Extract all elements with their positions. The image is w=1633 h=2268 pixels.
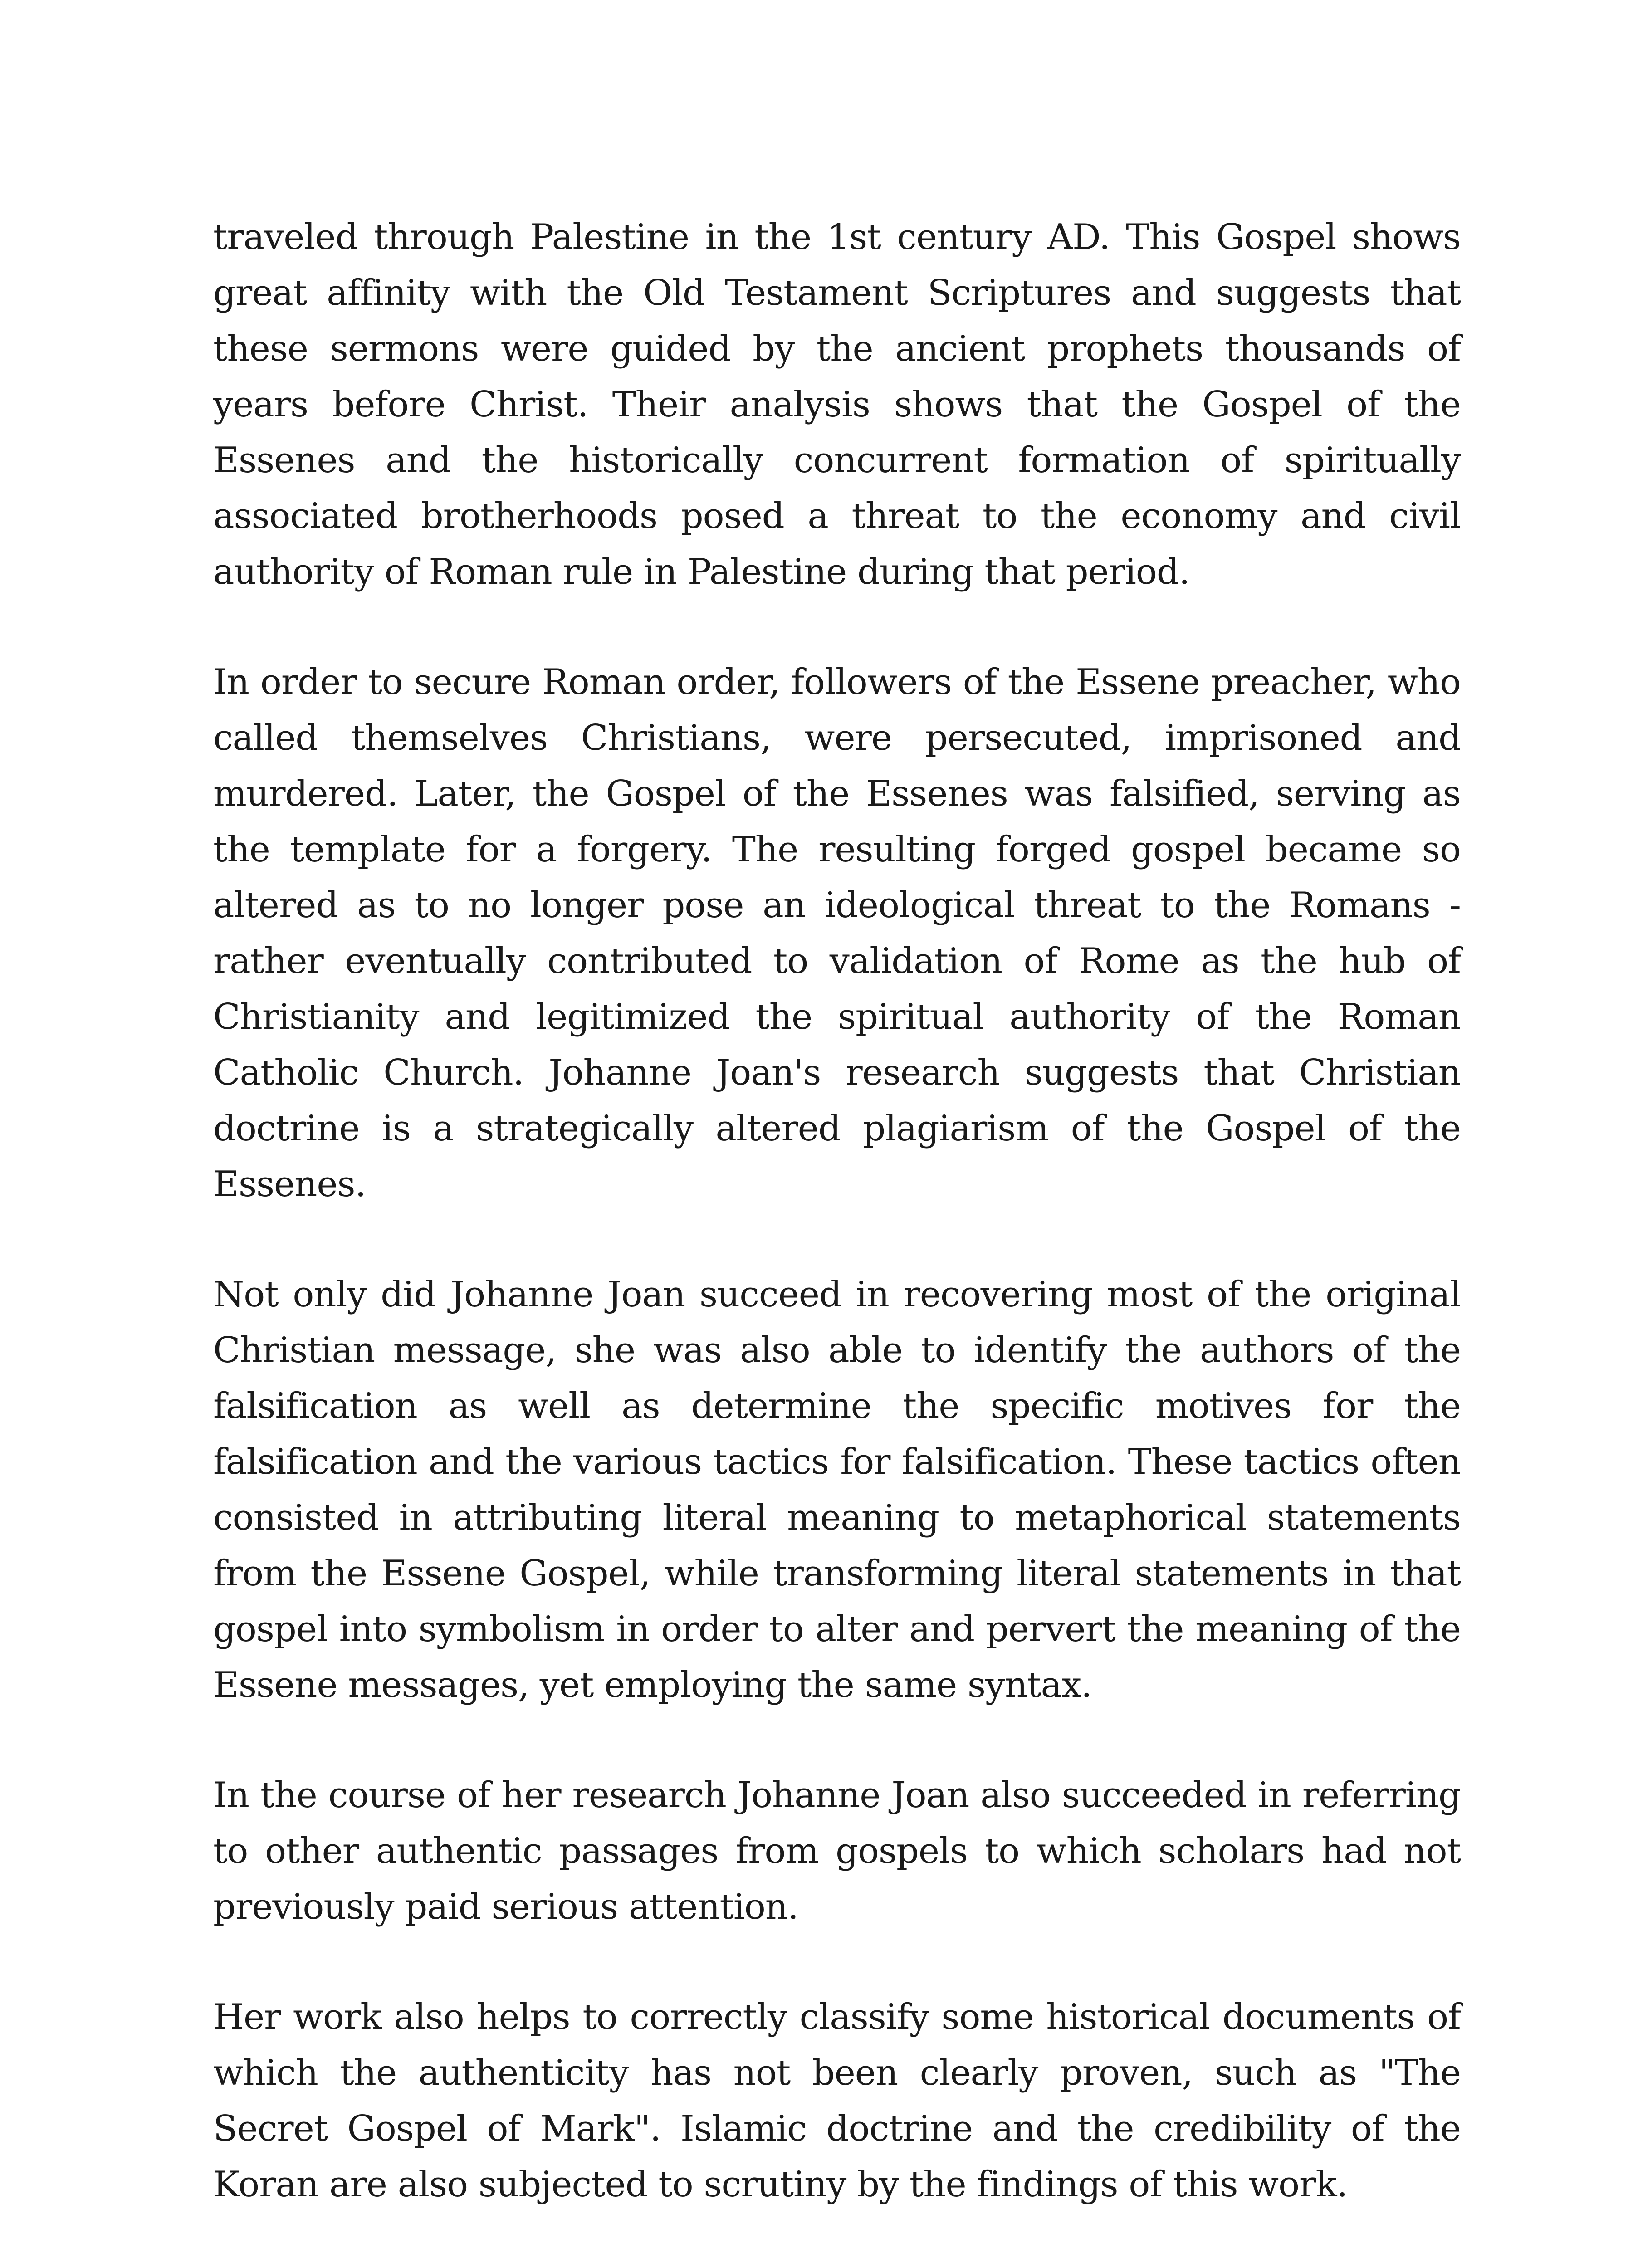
paragraph-3: Not only did Johanne Joan succeed in recovering most of the original Christian message, she was also able to identify the authors of the falsification as well as determine the specific motives for the falsification and the various tactics for falsification. These tactics often consisted in attributing literal meaning to metaphorical statements from the Essene Gospel, while transforming literal statements in that gospel into symbolism in order to alter and pervert the meaning of the Essene messages, yet employing the same syntax. (213, 1274, 1461, 1706)
body-text (213, 210, 1461, 2267)
paragraph-4: In the course of her research Johanne Joan also succeeded in referring to other authentic passages from gospels to which scholars had not previously paid serious attention. (213, 1775, 1461, 1927)
paragraph-1: traveled through Palestine in the 1st century AD. This Gospel shows great affinity with the Old Testament Scriptures and suggests that these sermons were guided by the ancient prophets thousands of years before Christ. Their analysis shows that the Gospel of the Essenes and the historically concurrent formation of spiritually associated brotherhoods posed a threat to the economy and civil authority of Roman rule in Palestine during that period. (213, 217, 1461, 592)
paragraph-5: Her work also helps to correctly classify some historical documents of which the authenticity has not been clearly proven, such as "The Secret Gospel of Mark". Islamic doctrine and the credibility of the Koran are also subjected to scrutiny by the findings of this work. (213, 1997, 1461, 2205)
paragraph-2: In order to secure Roman order, followers of the Essene preacher, who called themselves Christians, were persecuted, imprisoned and murdered. Later, the Gospel of the Essenes was falsified, serving as the template for a forgery. The resulting forged gospel became so altered as to no longer pose an ideological threat to the Romans - rather eventually contributed to validation of Rome as the hub of Christianity and legitimized the spiritual authority of the Roman Catholic Church. Johanne Joan's research suggests that Christian doctrine is a strategically altered plagiarism of the Gospel of the Essenes. (213, 662, 1461, 1205)
